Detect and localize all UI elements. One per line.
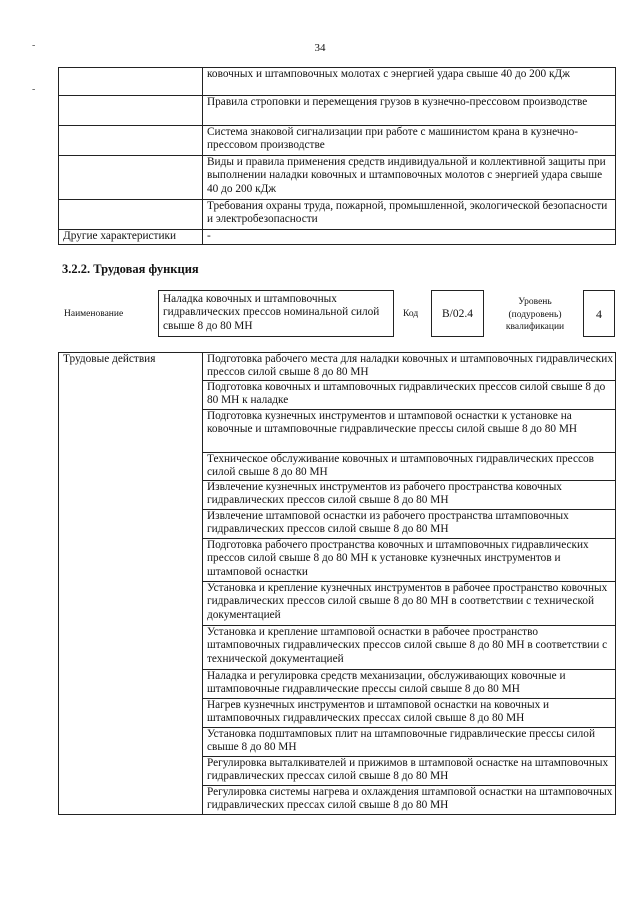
level-value: 4 [596, 307, 602, 321]
level-box [583, 290, 615, 337]
labor-actions-label: Трудовые действия [59, 353, 203, 815]
table-cell: ковочных и штамповочных молотах с энергией удара свыше 40 до 200 кДж [203, 68, 616, 96]
table-cell: Система знаковой сигнализации при работе с машинистом крана в кузнечно-прессовом производстве [203, 126, 616, 156]
table-row [59, 68, 616, 96]
table-row [59, 96, 616, 126]
function-name-box [158, 290, 394, 337]
table-cell: Виды и правила применения средств индивидуальной и коллективной защиты при выполнении наладки ковочных и штамповочных молотов с энергией удара свыше 40 до 200 кДж [203, 156, 616, 200]
table-cell: Установка подштамповых плит на штамповочные гидравлические прессы силой свыше 8 до 80 МН [203, 728, 616, 757]
table-cell: Подготовка ковочных и штамповочных гидравлических прессов силой свыше 8 до 80 МН к наладке [203, 381, 616, 410]
table-cell-empty [59, 126, 203, 156]
table-cell: Требования охраны труда, пожарной, промышленной, экологической безопасности и электробезопасности [203, 200, 616, 230]
table-cell: Правила строповки и перемещения грузов в кузнечно-прессовом производстве [203, 96, 616, 126]
table-row [59, 200, 616, 230]
table-row [59, 156, 616, 200]
table-cell: Установка и крепление кузнечных инструментов в рабочее пространство ковочных гидравлических прессов силой свыше 8 до 80 МН в соответствии с технической документацией [203, 582, 616, 626]
table-cell: Регулировка выталкивателей и прижимов в штамповой оснастке на штамповочных гидравлических прессах силой свыше 8 до 80 МН [203, 757, 616, 786]
other-characteristics-value: - [203, 230, 616, 245]
table-cell-empty [59, 156, 203, 200]
table-cell: Извлечение кузнечных инструментов из рабочего пространства ковочных гидравлических прессов силой свыше 8 до 80 МН [203, 481, 616, 510]
table-cell: Регулировка системы нагрева и охлаждения штамповой оснастки на штамповочных гидравлических прессах силой свыше 8 до 80 МН [203, 786, 616, 815]
table-cell: Техническое обслуживание ковочных и штамповочных гидравлических прессов силой свыше 8 до 80 МН [203, 453, 616, 481]
code-box [431, 290, 484, 337]
table-cell: Подготовка рабочего пространства ковочных и штамповочных гидравлических прессов силой свыше 8 до 80 МН к установке кузнечных инструментов и штамповой оснастки [203, 539, 616, 582]
labor-actions-table [58, 352, 616, 815]
table-cell: Установка и крепление штамповой оснастки в рабочее пространство штамповочных гидравлических прессов силой свыше 8 до 80 МН в соответствии с технической документацией [203, 626, 616, 670]
level-label: Уровень (подуровень) квалификации [505, 297, 565, 332]
table-cell: Подготовка кузнечных инструментов и штамповой оснастки к установке на ковочные и штамповочные гидравлические прессы силой свыше 8 до 80 МН [203, 410, 616, 453]
table-row [59, 230, 616, 245]
code-label: Код [403, 309, 419, 319]
table-row [59, 126, 616, 156]
name-label: Наименование [64, 309, 124, 319]
code-value: B/02.4 [442, 308, 473, 320]
margin-mark: - [32, 84, 36, 95]
function-name-value: Наладка ковочных и штамповочных гидравлических прессов номинальной силой свыше 8 до 80 МН [163, 293, 380, 332]
table-cell-empty [59, 68, 203, 96]
table-cell-empty [59, 96, 203, 126]
table-cell: Наладка и регулировка средств механизации, обслуживающих ковочные и штамповочные гидравлические прессы силой свыше 8 до 80 МН [203, 670, 616, 699]
table-cell-empty [59, 200, 203, 230]
other-characteristics-label: Другие характеристики [59, 230, 203, 245]
table-cell: Нагрев кузнечных инструментов и штамповой оснастки на ковочных и штамповочных гидравлических прессах силой свыше 8 до 80 МН [203, 699, 616, 728]
table-cell: Извлечение штамповой оснастки из рабочего пространства штамповочных гидравлических прессов силой свыше 8 до 80 МН [203, 510, 616, 539]
requirements-table [58, 67, 616, 245]
page-number: 34 [314, 42, 326, 54]
section-heading: 3.2.2. Трудовая функция [62, 262, 199, 276]
margin-mark: - [32, 40, 36, 51]
table-row [59, 353, 616, 381]
table-cell: Подготовка рабочего места для наладки ковочных и штамповочных гидравлических прессов силой свыше 8 до 80 МН [203, 353, 616, 381]
